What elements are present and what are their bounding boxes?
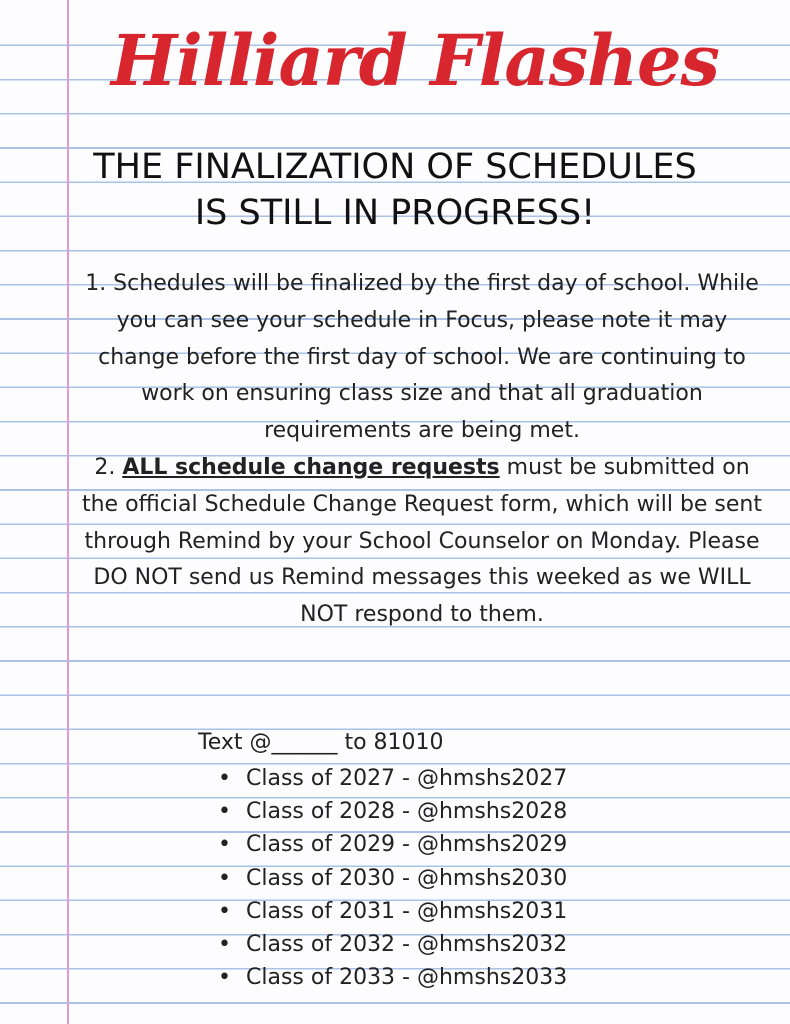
headline [0, 144, 790, 236]
notice-body [80, 266, 764, 634]
page-title: Hilliard Flashes [111, 19, 719, 102]
list-item: • Class of 2027 - @hmshs2027 [218, 762, 567, 795]
text-instruction: Text @______ to 81010 [198, 730, 444, 755]
notice-item-2 [80, 450, 764, 634]
list-item: • Class of 2028 - @hmshs2028 [218, 795, 567, 828]
list-item: • Class of 2031 - @hmshs2031 [218, 895, 567, 928]
list-item: • Class of 2029 - @hmshs2029 [218, 828, 567, 861]
list-item: • Class of 2032 - @hmshs2032 [218, 928, 567, 961]
class-list [218, 762, 567, 994]
notice-item-2-rest: must be submitted on the official Schedule Change Request form, which will be sent through Remind by your School Counselor on Monday. Please DO NOT send us Remind messages this weeked as we WILL NOT respond to them. [81, 454, 763, 628]
headline-line-1: THE FINALIZATION OF SCHEDULES [93, 147, 697, 187]
list-item: • Class of 2033 - @hmshs2033 [218, 961, 567, 994]
notice-item-2-emphasis: ALL schedule change requests [122, 454, 500, 480]
list-item: • Class of 2030 - @hmshs2030 [218, 862, 567, 895]
headline-line-2: IS STILL IN PROGRESS! [194, 193, 596, 233]
notice-item-1: 1. Schedules will be finalized by the first day of school. While you can see your schedule in Focus, please note it may change before the first day of school. We are continuing to work on ensuring class size and that all graduation requirements are being met. [85, 271, 759, 444]
notice-item-2-prefix: 2. [94, 454, 123, 480]
